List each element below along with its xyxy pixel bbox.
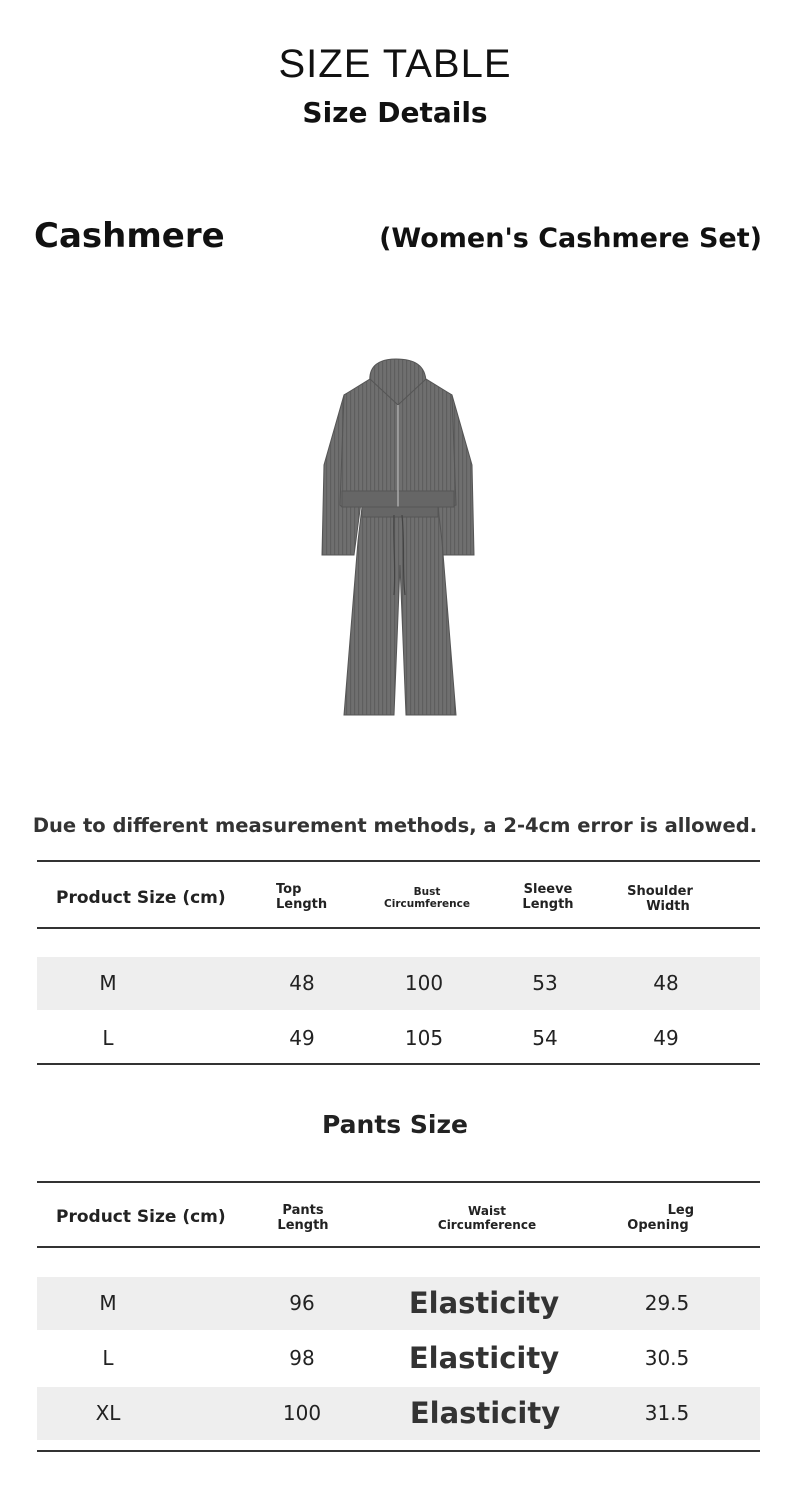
measurement-notice: Due to different measurement methods, a 2-4cm error is allowed. [32,814,758,837]
header-waist-line1: Waist [468,1204,506,1218]
cell-size: M [99,971,117,995]
pants-waistband-shape [362,507,438,517]
pants-size-title: Pants Size [322,1110,468,1139]
header-pants-length-line2: Length [277,1218,329,1233]
header-product-size: Product Size (cm) [56,888,226,908]
table-bottom-rule [37,1063,760,1065]
page-title: SIZE TABLE [278,42,512,86]
table-header-rule [37,927,760,929]
header-pants-length-line1: Pants [282,1203,324,1218]
table-row [37,1012,760,1065]
gray-hooded-zip-cardigan-and-wide-leg-pants-icon [310,355,485,725]
header-leg-line2: Opening [627,1218,689,1233]
cell-waist: Elasticity [409,1396,561,1430]
table-row [37,957,760,1010]
page-subtitle: Size Details [302,96,488,129]
table-row [37,1387,760,1440]
pants-table-bottom-rule [37,1450,760,1452]
header-leg-opening [618,1203,698,1233]
pants-table-header-rule [37,1246,760,1248]
header-top-length-line1: Top [276,882,302,897]
header-sleeve-line2: Length [522,897,574,912]
cell-sleeve: 54 [532,1026,558,1050]
cell-pants-length: 98 [289,1346,315,1370]
header-pants-length [264,1203,342,1233]
cell-size: L [102,1026,114,1050]
cell-size: M [99,1291,117,1315]
cell-pants-length: 96 [289,1291,315,1315]
cell-waist: Elasticity [408,1286,560,1320]
table-row [37,1332,760,1385]
cell-sleeve: 53 [532,971,558,995]
cell-size: L [102,1346,114,1370]
header-shoulder-width [620,884,700,914]
table-row [37,1277,760,1330]
cell-shoulder: 48 [653,971,679,995]
cell-top-length: 49 [289,1026,315,1050]
brand-name: Cashmere [34,216,225,256]
header-sleeve-length [512,882,584,912]
header-shoulder-line1: Shoulder [627,884,693,899]
cell-pants-length: 100 [282,1401,322,1425]
cell-size: XL [95,1401,121,1425]
cell-shoulder: 49 [653,1026,679,1050]
cell-bust: 100 [404,971,444,995]
header-bust-line2: Circumference [384,898,470,910]
header-waist-line2: Circumference [437,1218,537,1232]
header-sleeve-line1: Sleeve [523,882,573,897]
header-top-length-line2: Length [276,897,328,912]
header-waist [428,1204,546,1232]
header-bust-line1: Bust [413,886,441,898]
cell-bust: 105 [404,1026,444,1050]
pants-header-product-size: Product Size (cm) [56,1207,226,1227]
cell-top-length: 48 [289,971,315,995]
header-top-length [266,882,336,912]
table-top-rule [37,860,760,862]
cell-waist: Elasticity [408,1341,560,1375]
cell-leg-opening: 30.5 [644,1346,690,1370]
pants-table-top-rule [37,1181,760,1183]
pants-shape [344,507,456,715]
cell-leg-opening: 29.5 [644,1291,690,1315]
product-name: (Women's Cashmere Set) [379,223,762,254]
cell-leg-opening: 31.5 [644,1401,690,1425]
header-leg-line1: Leg [667,1203,694,1218]
header-bust [376,886,478,910]
header-shoulder-line2: Width [646,899,690,914]
